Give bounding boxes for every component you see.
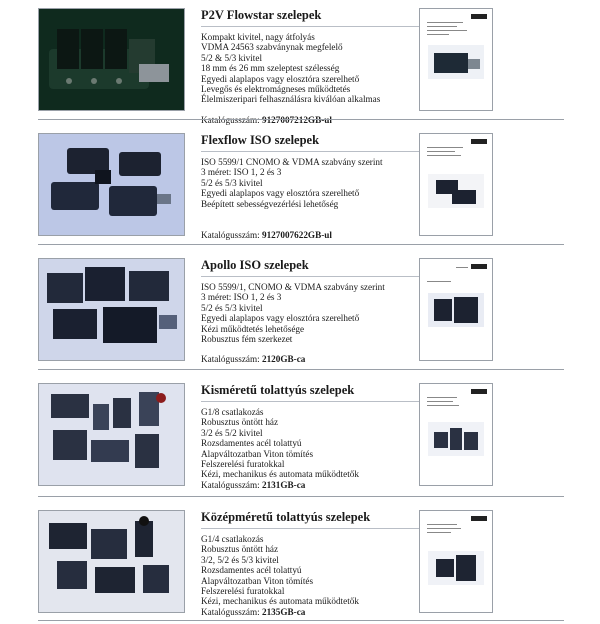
feature-line: Felszerelési furatokkal	[201, 459, 285, 470]
catalog-label: Katalógusszám:	[201, 230, 260, 241]
brand-logo	[471, 264, 487, 269]
feature-line: Kompakt kivitel, nagy átfolyás	[201, 32, 315, 42]
feature-line: Felszerelési furatokkal	[201, 586, 285, 597]
feature-line: ISO 5599/1 CNOMO & VDMA szabvány szerint	[201, 157, 383, 167]
catalog-cover-image	[428, 551, 484, 585]
feature-line: 5/2 és 5/3 kivitel	[201, 302, 263, 313]
product-photo	[38, 383, 185, 486]
catalog-label: Katalógusszám:	[201, 479, 260, 490]
catalog-cover-image	[428, 293, 484, 327]
section-divider	[38, 620, 564, 621]
catalog-cover	[419, 258, 493, 361]
feature-line: Kézi működtetés lehetősége	[201, 323, 305, 334]
feature-line: Beépített sebességvezérlési lehetőség	[201, 198, 339, 209]
catalog-code: 2120GB-ca	[261, 354, 306, 365]
feature-line: 18 mm és 26 mm szeleptest szélesség	[201, 63, 340, 74]
feature-line: 5/2 és 5/3 kivitel	[201, 177, 263, 188]
catalog-cover-image	[428, 174, 484, 208]
feature-line: Robusztus öntött ház	[201, 544, 279, 555]
catalog-cover	[419, 133, 493, 236]
feature-line: ISO 5599/1, CNOMO & VDMA szabvány szerint	[201, 282, 385, 292]
product-title: Kisméretű tolattyús szelepek	[201, 383, 355, 397]
feature-line: Kézi, mechanikus és automata működtetők	[201, 596, 359, 607]
product-photo	[38, 510, 185, 613]
feature-line: 3 méret: ISO 1, 2 és 3	[201, 292, 282, 303]
catalog-code: 9127007622GB-ul	[261, 230, 332, 241]
feature-line: Rozsdamentes acél tolattyú	[201, 565, 302, 576]
feature-line: Kézi, mechanikus és automata működtetők	[201, 469, 359, 480]
catalog-cover-image	[428, 422, 484, 456]
section-divider	[38, 244, 564, 245]
feature-line: Levegős és elektromágneses működtetés	[201, 84, 351, 95]
feature-line: 5/2 & 5/3 kivitel	[201, 52, 262, 63]
feature-line: 3 méret: ISO 1, 2 és 3	[201, 167, 282, 178]
catalog-cover	[419, 8, 493, 111]
catalog-code: 2135GB-ca	[261, 606, 306, 617]
product-title: Apollo ISO szelepek	[201, 258, 309, 272]
brand-logo	[471, 516, 487, 521]
title-divider	[201, 26, 433, 27]
feature-line: Egyedi alaplapos vagy elosztóra szerelhető	[201, 73, 360, 84]
brand-logo	[471, 139, 487, 144]
catalog-number	[201, 607, 433, 617]
feature-line: Alapváltozatban Viton tömítés	[201, 575, 314, 586]
brand-logo	[471, 14, 487, 19]
product-title: P2V Flowstar szelepek	[201, 8, 322, 22]
title-divider	[201, 151, 433, 152]
feature-line: 3/2, 5/2 és 5/3 kivitel	[201, 554, 279, 565]
product-title: Középméretű tolattyús szelepek	[201, 510, 371, 524]
feature-line: Rozsdamentes acél tolattyú	[201, 438, 302, 449]
section-divider	[38, 496, 564, 497]
brand-logo	[471, 389, 487, 394]
feature-line: Egyedi alaplapos vagy elosztóra szerelhető	[201, 313, 360, 324]
catalog-code: 2131GB-ca	[261, 479, 306, 490]
catalog-number	[201, 230, 433, 240]
catalog-label: Katalógusszám:	[201, 606, 260, 617]
product-title: Flexflow ISO szelepek	[201, 133, 320, 147]
catalog-cover	[419, 510, 493, 613]
catalog-number	[201, 115, 433, 125]
feature-line: 3/2 és 5/2 kivitel	[201, 427, 263, 438]
feature-line: Élelmiszeripari felhasználásra kiválóan alkalmas	[201, 94, 381, 105]
product-photo	[38, 258, 185, 361]
title-divider	[201, 528, 433, 529]
title-divider	[201, 276, 433, 277]
title-divider	[201, 401, 433, 402]
catalog-label: Katalógusszám:	[201, 354, 260, 365]
feature-line: VDMA 24563 szabványnak megfelelő	[201, 42, 343, 53]
product-photo	[38, 8, 185, 111]
section-divider	[38, 369, 564, 370]
catalog-number	[201, 354, 433, 364]
feature-line: G1/4 csatlakozás	[201, 534, 264, 544]
feature-line: Robusztus öntött ház	[201, 417, 279, 428]
feature-line: Robusztus fém szerkezet	[201, 334, 293, 345]
feature-line: Alapváltozatban Viton tömítés	[201, 448, 314, 459]
catalog-number	[201, 480, 433, 490]
product-photo	[38, 133, 185, 236]
section-divider	[38, 119, 564, 120]
catalog-cover-image	[428, 45, 484, 79]
catalog-cover	[419, 383, 493, 486]
feature-line: G1/8 csatlakozás	[201, 407, 264, 417]
feature-line: Egyedi alaplapos vagy elosztóra szerelhető	[201, 188, 360, 199]
